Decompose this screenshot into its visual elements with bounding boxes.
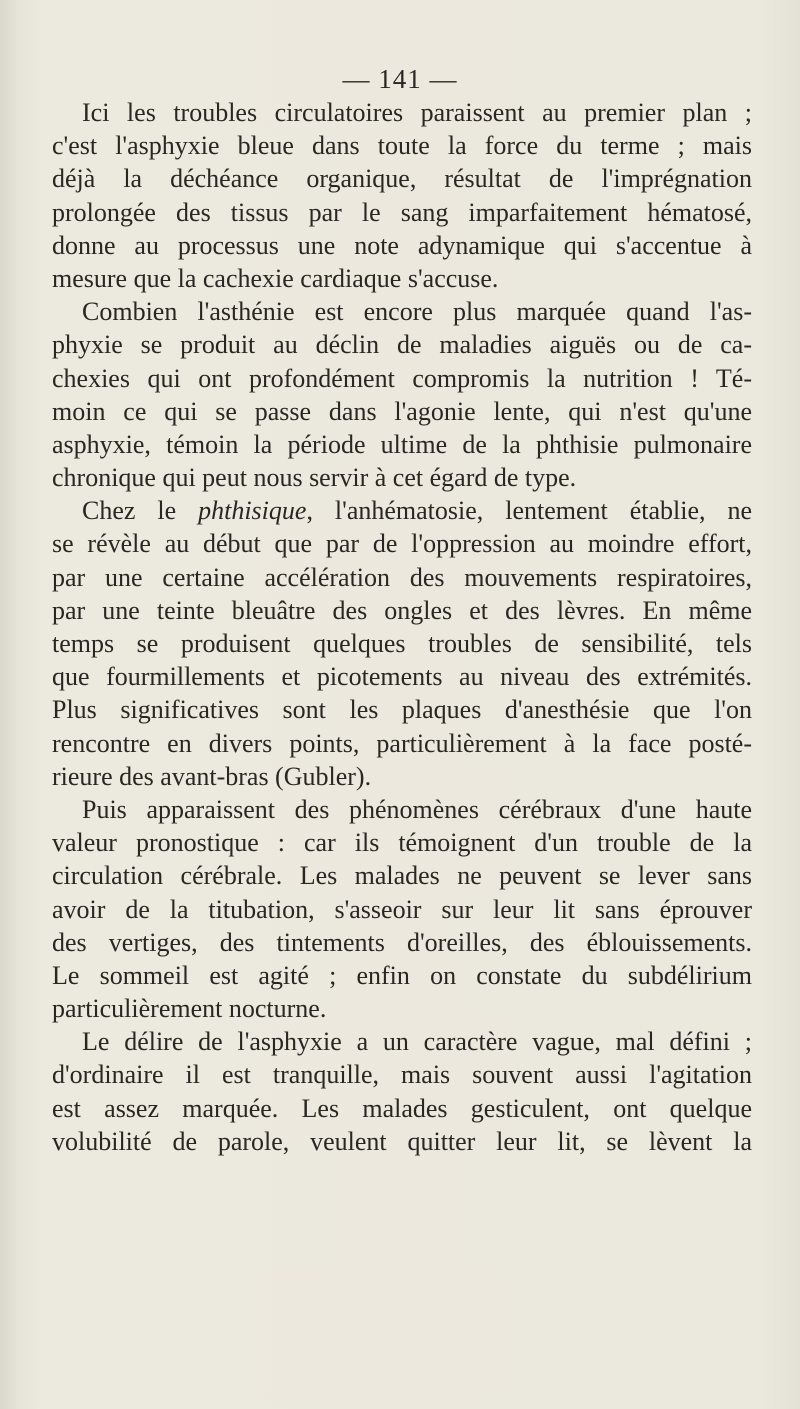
page-number: — 141 — (342, 64, 458, 94)
text-line: que fourmillements et picotements au niveau des extrémités. (52, 662, 752, 692)
text-line: avoir de la titubation, s'asseoir sur leur lit sans éprouver (52, 894, 752, 924)
text-line: prolongée des tissus par le sang imparfaitement hématosé, (52, 197, 752, 227)
text-line: moin ce qui se passe dans l'agonie lente, qui n'est qu'une (52, 396, 752, 426)
text-line: Plus significatives sont les plaques d'anesthésie que l'on (52, 695, 752, 725)
text-segment: Chez le (82, 496, 199, 526)
text-line: chronique qui peut nous servir à cet égard de type. (52, 463, 577, 493)
text-line: asphyxie, témoin la période ultime de la phthisie pulmonaire (52, 429, 752, 459)
text-line: valeur pronostique : car ils témoignent d'un trouble de la (52, 828, 752, 858)
text-line: phyxie se produit au déclin de maladies aiguës ou de ca- (52, 330, 752, 360)
text-line: rencontre en divers points, particulièrement à la face posté- (52, 728, 752, 758)
text-line: Le sommeil est agité ; enfin on constate du subdélirium (52, 960, 752, 990)
italic-word: phthisique (198, 496, 307, 526)
text-line: circulation cérébrale. Les malades ne peuvent se lever sans (52, 861, 752, 891)
text-line: mesure que la cachexie cardiaque s'accuse. (52, 263, 499, 293)
text-line: donne au processus une note adynamique qui s'accentue à (52, 230, 752, 260)
text-line: par une teinte bleuâtre des ongles et des lèvres. En même (52, 595, 752, 625)
text-line: par une certaine accélération des mouvements respiratoires, (52, 562, 752, 592)
text-line: c'est l'asphyxie bleue dans toute la force du terme ; mais (52, 131, 752, 161)
text-line: rieure des avant-bras (Gubler). (52, 761, 372, 791)
body-text (52, 96, 752, 1158)
text-line: déjà la déchéance organique, résultat de l'imprégnation (52, 164, 752, 194)
text-segment: , l'anhématosie, lentement établie, ne (306, 496, 752, 526)
text-line: Puis apparaissent des phénomènes cérébraux d'une haute (82, 794, 752, 824)
text-line: est assez marquée. Les malades gesticulent, ont quelque (52, 1093, 752, 1123)
text-line: se révèle au début que par de l'oppression au moindre effort, (52, 529, 752, 559)
text-line (52, 494, 752, 527)
text-line: Combien l'asthénie est encore plus marquée quand l'as- (82, 297, 752, 327)
text-line: particulièrement nocturne. (52, 994, 327, 1024)
text-line: volubilité de parole, veulent quitter leur lit, se lèvent la (52, 1126, 752, 1156)
text-line: Le délire de l'asphyxie a un caractère vague, mal défini ; (82, 1027, 752, 1057)
text-line: temps se produisent quelques troubles de sensibilité, tels (52, 629, 752, 658)
text-line: d'ordinaire il est tranquille, mais souvent aussi l'agitation (52, 1060, 752, 1090)
text-line: chexies qui ont profondément compromis la nutrition ! Té- (52, 363, 752, 393)
text-line: Ici les troubles circulatoires paraissent au premier plan ; (82, 98, 752, 127)
text-line: des vertiges, des tintements d'oreilles, des éblouissements. (52, 927, 752, 957)
